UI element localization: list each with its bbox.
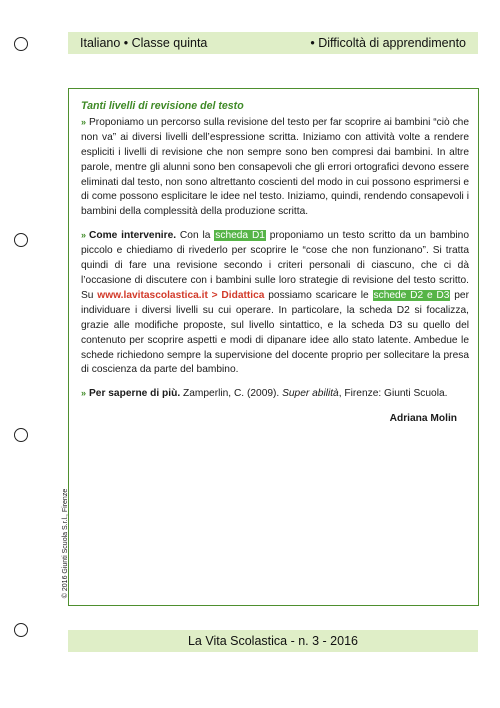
binder-hole-2 <box>14 233 28 247</box>
paragraph-how-to <box>81 228 469 378</box>
book-title: Super abilità <box>282 388 339 400</box>
schede-d2-d3-highlight: schede D2 e D3 <box>373 289 450 301</box>
paragraph-references <box>81 386 469 402</box>
copyright-sidebar <box>61 452 69 637</box>
intro-text: Proponiamo un percorso sulla revisione del testo per far scoprire ai bambini “ciò che non va” ai diversi livelli dell’espressione scritta. Iniziamo con attività volte a rendere espliciti i livelli di revisione che non sempre sono ben compresi dai bambini. In altre parole, mentre gli alunni sono ben consapevoli che gli errori ortografici devono essere eliminati dal testo, non sono altrettanto coscienti del modo in cui possono esprimersi e di come possono esplicitare le idee nel testo. Iniziamo, quindi, rendendo consapevoli i bambini della complessità della produzione scritta. <box>81 116 469 218</box>
page-footer <box>68 630 478 652</box>
copyright-text: © 2016 Giunti Scuola S.r.l., Firenze <box>62 488 69 599</box>
binder-hole-4 <box>14 623 28 637</box>
paragraph-intro <box>81 115 469 220</box>
footer-text: La Vita Scolastica - n. 3 - 2016 <box>187 634 358 648</box>
how-to-text-1: Con la <box>176 230 215 242</box>
bullet-icon: » <box>81 230 87 241</box>
how-to-text-4: per individuare i diversi livelli su cui operare. In particolare, la scheda D2 si focalizza, grazie alle modifiche proposte, sul livello sintattico, e la scheda D3 su quello del contenuto per scoprire aspetti e modi di dipanare idee allo stato latente. Ambedue le schede richiedono sempre la supervisione del docente proprio per sollecitare la presa di coscienza da parte del bambino. <box>81 289 469 376</box>
website-link[interactable]: www.lavitascolastica.it > Didattica <box>97 289 265 301</box>
how-to-lead: Come intervenire. <box>89 230 177 242</box>
author-name: Adriana Molin <box>389 413 457 425</box>
section-title: Tanti livelli di revisione del testo <box>81 100 244 112</box>
binder-hole-3 <box>14 428 28 442</box>
references-text-1: Zamperlin, C. (2009). <box>180 388 283 400</box>
scheda-d1-highlight: scheda D1 <box>215 230 265 242</box>
header-topic: • Difficoltà di apprendimento <box>310 36 466 50</box>
binder-hole-1 <box>14 37 28 51</box>
bullet-icon: » <box>81 388 87 399</box>
how-to-text-2: proponiamo un testo scritto da un bambino piccolo e chiediamo di rivederlo per scoprire le “cose che non funzionano”. Si tratta quindi di fare una revisione secondo i criteri personali di ciascuno, che ci dà l’occasione di discutere con i bambini sulle loro strategie di revisione del testo scritto. Su <box>81 230 469 301</box>
header-subject: Italiano • Classe quinta <box>80 36 208 50</box>
bullet-icon: » <box>81 116 87 127</box>
page-header <box>68 32 478 54</box>
references-text-2: , Firenze: Giunti Scuola. <box>338 388 448 400</box>
how-to-text-3: possiamo scaricare le <box>264 289 373 301</box>
article-body <box>81 99 469 427</box>
references-lead: Per saperne di più. <box>89 388 181 400</box>
